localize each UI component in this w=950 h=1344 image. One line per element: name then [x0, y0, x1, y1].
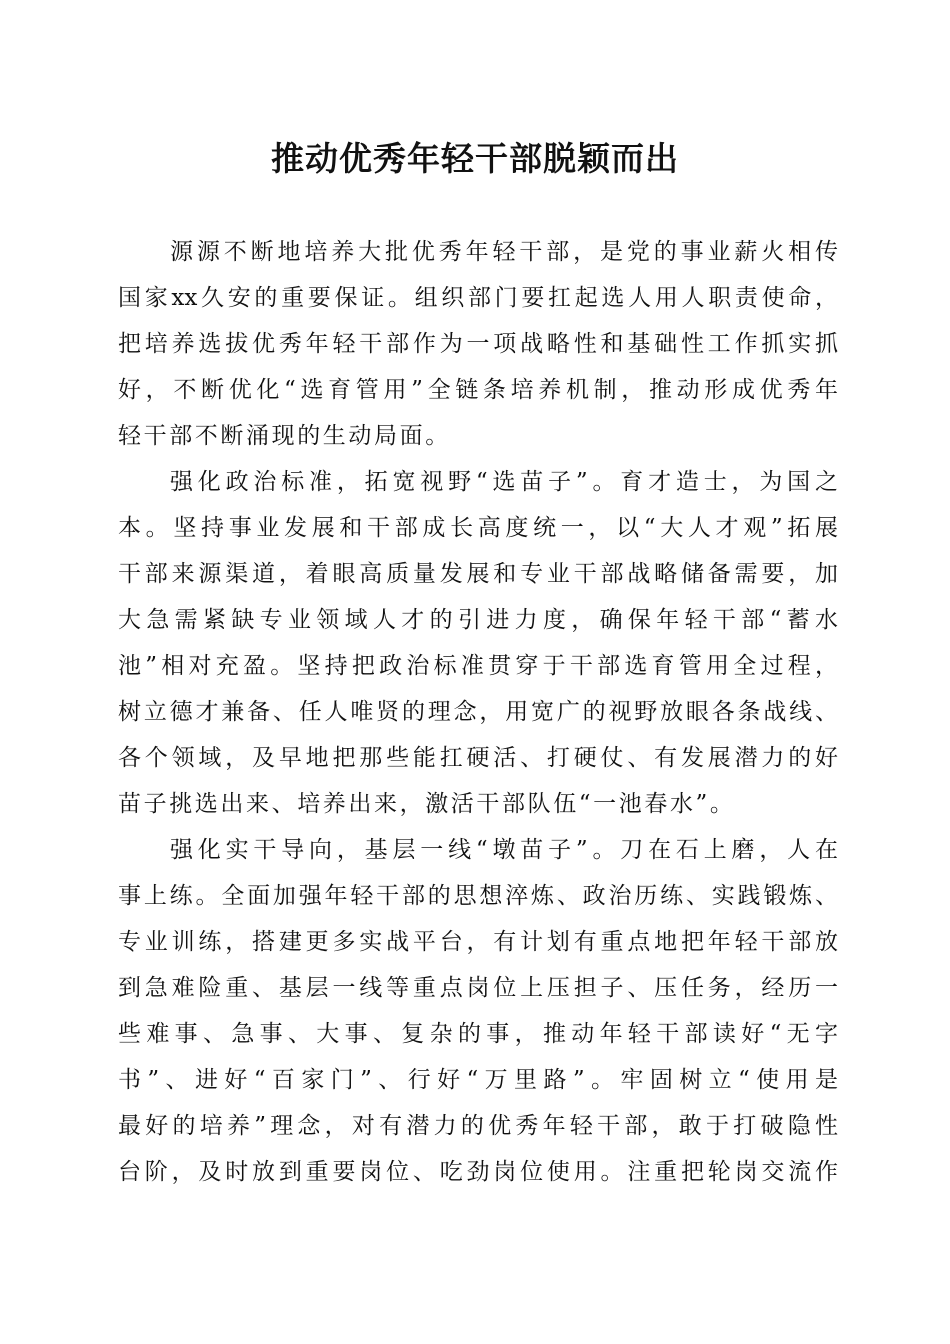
paragraph-2-line-4: 大急需紧缺专业领域人才的引进力度，确保年轻干部“蓄水 — [118, 607, 838, 633]
document-title: 推动优秀年轻干部脱颖而出 — [271, 139, 679, 178]
paragraph-3-line-1: 强化实干导向，基层一线“墩苗子”。刀在石上磨，人在 — [170, 837, 838, 863]
paragraph-3-line-2: 事上练。全面加强年轻干部的思想淬炼、政治历练、实践锻炼、 — [118, 883, 838, 909]
paragraph-1-line-1: 源源不断地培养大批优秀年轻干部，是党的事业薪火相传 — [170, 239, 838, 265]
paragraph-1-line-4: 好，不断优化“选育管用”全链条培养机制，推动形成优秀年 — [118, 377, 838, 403]
paragraph-3-line-7: 最好的培养”理念，对有潜力的优秀年轻干部，敢于打破隐性 — [118, 1113, 838, 1139]
paragraph-1-line-3: 把培养选拔优秀年轻干部作为一项战略性和基础性工作抓实抓 — [118, 331, 838, 357]
paragraph-2-line-7: 各个领域，及早地把那些能扛硬活、打硬仗、有发展潜力的好 — [118, 745, 838, 771]
paragraph-2-line-1: 强化政治标准，拓宽视野“选苗子”。育才造士，为国之 — [170, 469, 838, 495]
paragraph-3-line-4: 到急难险重、基层一线等重点岗位上压担子、压任务，经历一 — [118, 975, 838, 1001]
paragraph-3-line-5: 些难事、急事、大事、复杂的事，推动年轻干部读好“无字 — [118, 1021, 838, 1047]
paragraph-2-line-3: 干部来源渠道，着眼高质量发展和专业干部战略储备需要，加 — [118, 561, 838, 587]
paragraph-1-line-2: 国家xx久安的重要保证。组织部门要扛起选人用人职责使命， — [118, 285, 838, 311]
paragraph-3-line-6: 书”、进好“百家门”、行好“万里路”。牢固树立“使用是 — [118, 1067, 838, 1093]
paragraph-2-line-2: 本。坚持事业发展和干部成长高度统一，以“大人才观”拓展 — [118, 515, 838, 541]
paragraph-2-line-5: 池”相对充盈。坚持把政治标准贯穿于干部选育管用全过程， — [118, 653, 838, 679]
paragraph-1-line-5: 轻干部不断涌现的生动局面。 — [118, 423, 451, 449]
paragraph-2-line-6: 树立德才兼备、任人唯贤的理念，用宽广的视野放眼各条战线、 — [118, 699, 838, 725]
paragraph-2-line-8: 苗子挑选出来、培养出来，激活干部队伍“一池春水”。 — [118, 791, 736, 817]
paragraph-3-line-3: 专业训练，搭建更多实战平台，有计划有重点地把年轻干部放 — [118, 929, 838, 955]
paragraph-3-line-8: 台阶，及时放到重要岗位、吃劲岗位使用。注重把轮岗交流作 — [118, 1159, 838, 1185]
